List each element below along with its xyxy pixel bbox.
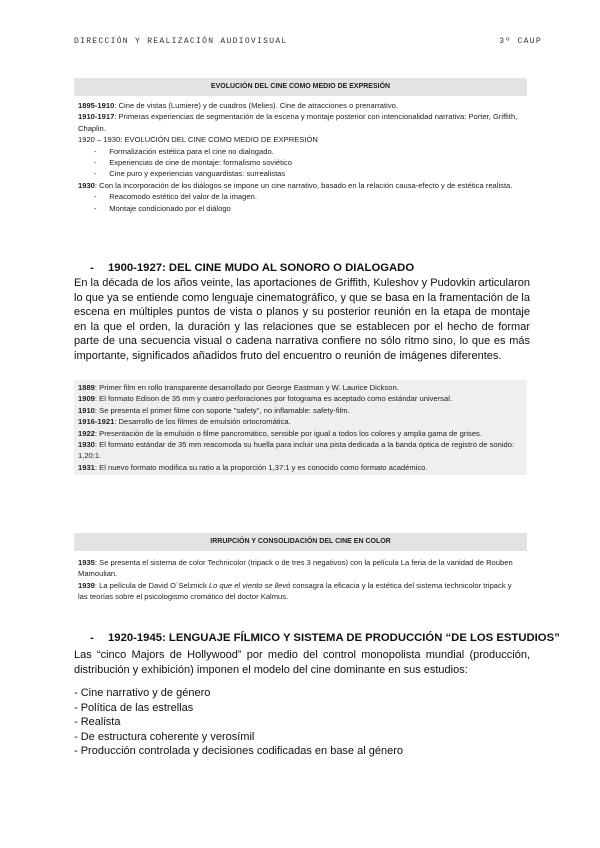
timeline-entry	[74, 580, 527, 603]
timeline-text: : Cine de vistas (Lumiere) y de cuadros (Melies). Cine de atracciones o prenarrativo.	[114, 101, 398, 110]
timeline-entry	[74, 439, 527, 462]
body-paragraph: Las “cinco Majors de Hollywood” por medio del control monopolista mundial (producción, distribución y exhibición) imponen el modelo del cine dominante en sus estudios:	[74, 649, 530, 676]
timeline-entry	[74, 462, 527, 473]
bullet-text: Cine puro y experiencias vanguardistas: surrealistas	[109, 169, 286, 179]
film-title: Lo que el viento se llevó	[208, 580, 291, 590]
timeline-year: 1895-1910	[78, 101, 115, 110]
timeline-box-color	[74, 557, 527, 603]
timeline-entry	[74, 180, 527, 191]
bullet-item: - Cine puro y experiencias vanguardistas: surrealistas	[94, 169, 286, 179]
timeline-text: : Desarrollo de los filmes de emulsión ortocromática.	[114, 417, 291, 427]
list-item: - Producción controlada y decisiones codificadas en base al género	[74, 745, 403, 758]
section-band-color: IRRUPCIÓN Y CONSOLIDACIÓN DEL CINE EN COLOR	[74, 533, 527, 551]
bullet-text: Reacomodo estético del valor de la imagen.	[109, 192, 257, 202]
section-band-evolucion: EVOLUCIÓN DEL CINE COMO MEDIO DE EXPRESIÓN	[74, 78, 527, 96]
list-item: - Cine narrativo y de género	[74, 687, 211, 699]
section-body-estudios	[74, 648, 530, 677]
list-item: - Realista	[74, 716, 121, 729]
section-body-mudo-sonoro	[74, 276, 530, 364]
bullet-text: Montaje condicionado por el diálogo	[109, 203, 231, 213]
timeline-text: : El formato Edison de 35 mm y cuatro perforaciones por fotograma es aceptado como estándar universal.	[94, 394, 452, 404]
timeline-text: : Presentación de la emulsión o filme pancromático, sensible por igual a todos los colores y amplia gama de grises.	[94, 428, 482, 438]
timeline-year: 1910	[78, 405, 95, 415]
timeline-entry	[74, 393, 527, 404]
document-header-left: DIRECCIÓN Y REALIZACIÓN AUDIOVISUAL	[74, 37, 288, 46]
features-list	[74, 686, 530, 759]
timeline-entry: 1920 – 1930: EVOLUCIÓN DEL CINE COMO MEDIO DE EXPRESIÓN	[78, 135, 318, 145]
bullet-item: - Formalización estética para el cine no dialogado.	[94, 146, 274, 156]
timeline-year: 1910-1917	[78, 112, 115, 122]
timeline-year: 1922	[78, 428, 95, 438]
timeline-text: consagra la eficacia y la estética del sistema technicolor tripack y las teorías sobre el psicologismo cromático del doctor Kalmus.	[78, 580, 512, 602]
timeline-text: : El formato estándar de 35 mm reacomoda su huella para incluir una pista dedicada a la banda óptica de registro de sonido: 1,20:1.	[78, 440, 515, 461]
list-item: - De estructura coherente y verosímil	[74, 730, 255, 743]
timeline-text: : Primer film en rollo transparente desarrollado por George Eastman y W. Laurice Dickson.	[94, 383, 399, 392]
bullet-text: Experiencias de cine de montaje: formalismo soviético	[109, 158, 292, 168]
timeline-year: 1939	[78, 580, 95, 590]
bullet-item: - Reacomodo estético del valor de la imagen.	[94, 192, 257, 202]
timeline-year: 1935	[78, 558, 95, 567]
timeline-entry	[74, 405, 527, 416]
timeline-entry	[74, 382, 527, 393]
timeline-text: : Se presenta el sistema de color Technicolor (tripack o de tres 3 negativos) con la película La feria de la vanidad de Rouben Mamoulian.	[78, 558, 513, 579]
list-item: - Política de las estrellas	[74, 701, 194, 714]
bullet-item: - Montaje condicionado por el diálogo	[94, 203, 231, 213]
section-heading-estudios	[90, 632, 560, 644]
timeline-entry	[74, 111, 527, 134]
timeline-text: : El nuevo formato modifica su ratio a la proporción 1,37:1 y es conocido como formato académico.	[94, 462, 428, 472]
timeline-entry	[74, 100, 527, 111]
bullet-text: Formalización estética para el cine no dialogado.	[109, 146, 274, 156]
timeline-year: 1909	[78, 394, 95, 404]
body-paragraph: En la década de los años veinte, las aportaciones de Griffith, Kuleshov y Pudovkin articularon lo que ya se entiende como lenguaje cinematográfico, y que se basa en la framentación de la escena en múltiples puntos de vista o planos y su posterior reunión en la etapa de montaje en la que el orden, la duración y las relaciones que se establecen por el hecho de formar parte de una secuencia visual o cadena narrativa confiere no sólo ritmo sino, lo que es más importante, significados añadidos fruto del encuentro o reunión de imágenes diferentes.	[74, 277, 530, 362]
timeline-year: 1930	[78, 180, 95, 190]
timeline-text: : Primeras experiencias de segmentación de la escena y montaje posterior con intencionalidad narrativa: Porter, Griffith, Chaplin.	[78, 112, 518, 133]
heading-text: 1900-1927: DEL CINE MUDO AL SONORO O DIALOGADO	[108, 262, 415, 274]
section-heading-mudo-sonoro	[90, 262, 414, 274]
document-header-right: 3º CAUP	[499, 37, 542, 46]
timeline-text: : Se presenta el primer filme con soporte "safety", no inflamable: safety-film.	[94, 405, 350, 415]
timeline-entry	[74, 557, 527, 580]
timeline-entry	[74, 428, 527, 439]
timeline-year: 1916-1921	[78, 417, 115, 427]
timeline-entry	[74, 416, 527, 427]
timeline-year: 1889	[78, 383, 95, 392]
heading-dash: -	[90, 632, 94, 644]
timeline-box-soportes	[74, 380, 527, 475]
timeline-text: : La película de David O´Selznick	[94, 580, 209, 590]
timeline-year: 1930	[78, 440, 95, 450]
timeline-box-evolucion	[74, 100, 527, 214]
heading-dash: -	[90, 262, 94, 274]
timeline-year: 1931	[78, 462, 95, 472]
bullet-item: - Experiencias de cine de montaje: formalismo soviético	[94, 158, 292, 168]
heading-text: 1920-1945: LENGUAJE FÍLMICO Y SISTEMA DE PRODUCCIÓN “DE LOS ESTUDIOS”	[108, 632, 560, 644]
timeline-text: : Con la incorporación de los diálogos se impone un cine narrativo, basado en la relación causa-efecto y de estética realista.	[94, 180, 513, 190]
